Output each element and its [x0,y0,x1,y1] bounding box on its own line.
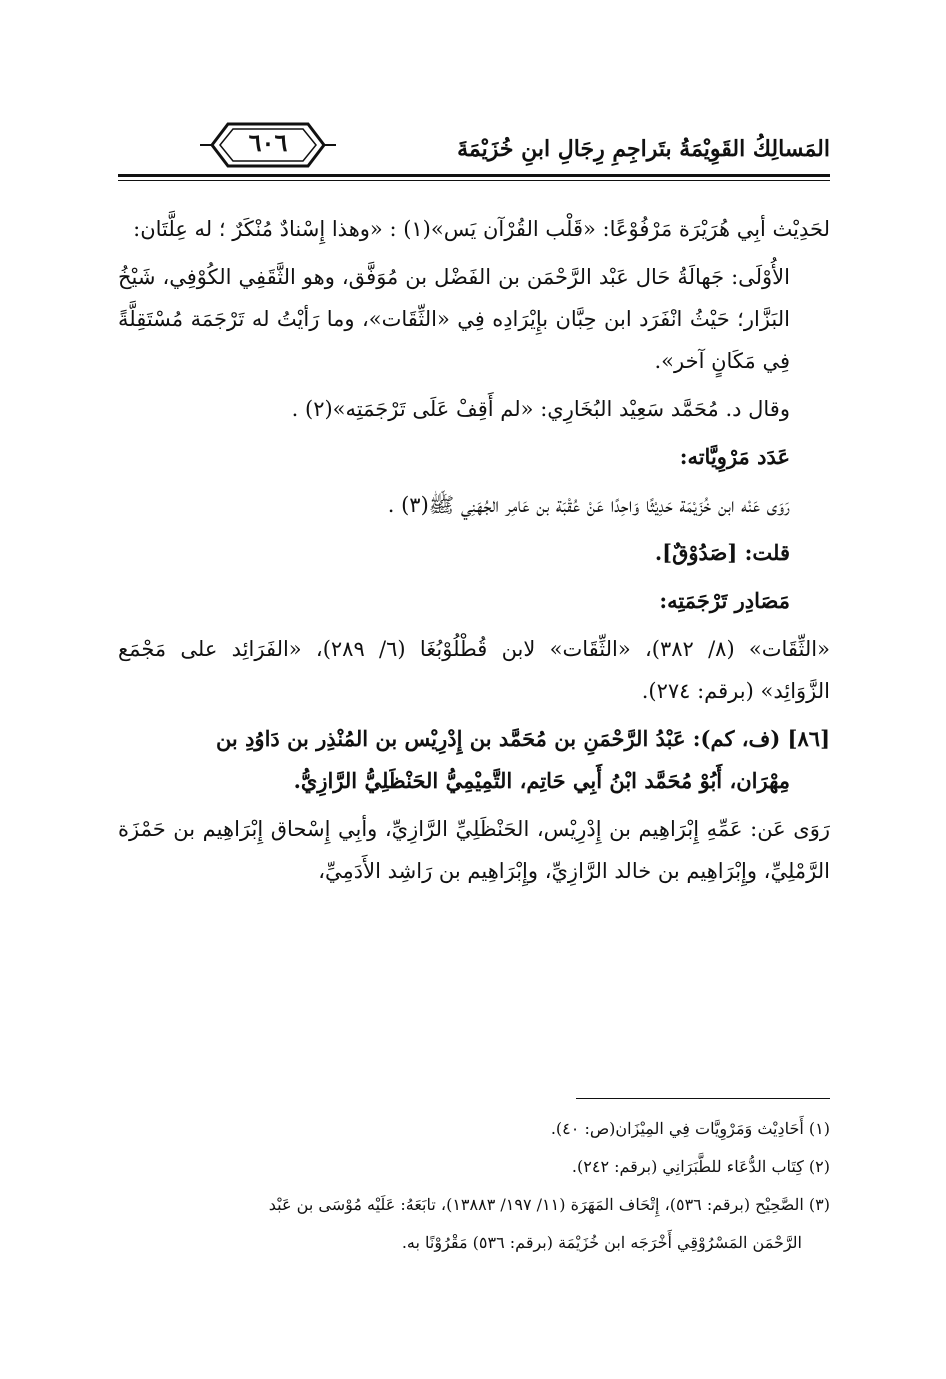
page-number: ٦٠٦ [248,128,288,157]
paragraph-bukhari-quote: وقال د. مُحَمَّد سَعِيْد البُخَارِي: «لم أَقِفْ عَلَى تَرْجَمَتِه»(٢) . [291,397,790,421]
running-header [118,110,830,186]
footnote-3: (٣) الصَّحِيْح (برقم: ٥٣٦)، إِتْحَاف المَهَرَة (١١/ ١٩٧/ ١٣٨٨٣)، تابَعَهُ: عَلَيْه مُوْسَى بن عَبْد [268,1195,830,1214]
header-rule-thin [118,180,830,181]
footnote-1: (١) أَحَادِيْث وَمَرْوِيَّات فِي المِيْزَان(ص: ٤٠). [550,1119,830,1138]
footnote-separator [576,1098,830,1099]
header-rule [118,174,830,177]
verdict: قلت: [صَدُوْقٌ]. [654,540,790,565]
page-number-ornament [198,114,338,176]
paragraph-first-reason: الأُوْلَى: جَهالَةُ حَال عَبْد الرَّحْمَن بن الفَضْل بن مُوَفَّق، وهو الثَّقَفِي الكُوْفِي، شَيْخُ البَزَّار؛ حَيْثُ انْفَرَد ابن حِبَّان بإِيْرَادِه فِي «الثِّقَات»، وما رَأيْتُ له تَرْجَمَة مُسْتَقِلَّةً فِي مَكَانٍ آخر». [118,265,790,373]
paragraph-narrated-from: رَوَى عَن: عَمِّهِ إِبْرَاهِيم بن إِدْرِيْس، الحَنْظَلِيِّ الرَّازِيِّ، وأبِي إِسْحاق إِبْرَاهِيم بن حَمْزَة الرَّمْلِيِّ، وإِبْرَاهِيم بن خالد الرَّازِيِّ، وإِبْرَاهِيم بن رَاشِد الأَدَمِيِّ، [118,817,830,883]
footnote-3-continued: الرَّحْمَن المَسْرُوْقِي أَخْرَجَه ابن خُزَيْمَة (برقم: ٥٣٦) مَقْرُوْنًا به. [401,1233,802,1252]
entry-heading-continued: مِهْرَان، أَبُوْ مُحَمَّد ابْنُ أَبِي حَاتِم، التَّمِيْمِيُّ الحَنْظَلِيُّ الرَّازِيُّ. [293,768,790,793]
book-title: المَسالِكُ القَوِيْمَةُ بتَراجِمِ رِجَالِ ابنِ خُزَيْمَةَ [457,136,830,162]
heading-narrations-count: عَدَد مَرْوِيَّاته: [679,444,790,469]
footnotes [118,1110,830,1262]
main-text [118,208,830,898]
paragraph-sources: «الثِّقَات» (٨/ ٣٨٢)، «الثِّقَات» لابن قُطْلُوْبُغَا (٦/ ٢٨٩)، «الفَرَائِد على مَجْمَع الزَّوَائِد» (برقم: ٢٧٤). [118,637,830,703]
paragraph-narrations: رَوَى عَنْه ابن خُزَيْمَة حَدِيْثًا وَاحِدًا عَنْ عُقْبَة بن عَامِر الجُهَنِي ﷺ(٣) . [387,493,790,517]
entry-heading: [٨٦] (ف، كم): عَبْدُ الرَّحْمَنِ بن مُحَمَّد بن إِدْرِيْس بن المُنْذِر بن دَاوُدِ بن [215,726,830,751]
heading-biography-sources: مَصَادِر تَرْجَمَتِه: [659,588,790,613]
footnote-2: (٢) كِتَاب الدُّعَاء للطَّبَرَانِي (برقم: ٢٤٢). [571,1157,830,1176]
paragraph-hadith: لحَدِيْث أبِي هُرَيْرَة مَرْفُوْعًا: «قَلْب القُرْآن يَس»(١) : «وهذا إِسْنادٌ مُنْكَرٌ ؛ له عِلَّتَان: [133,217,830,241]
